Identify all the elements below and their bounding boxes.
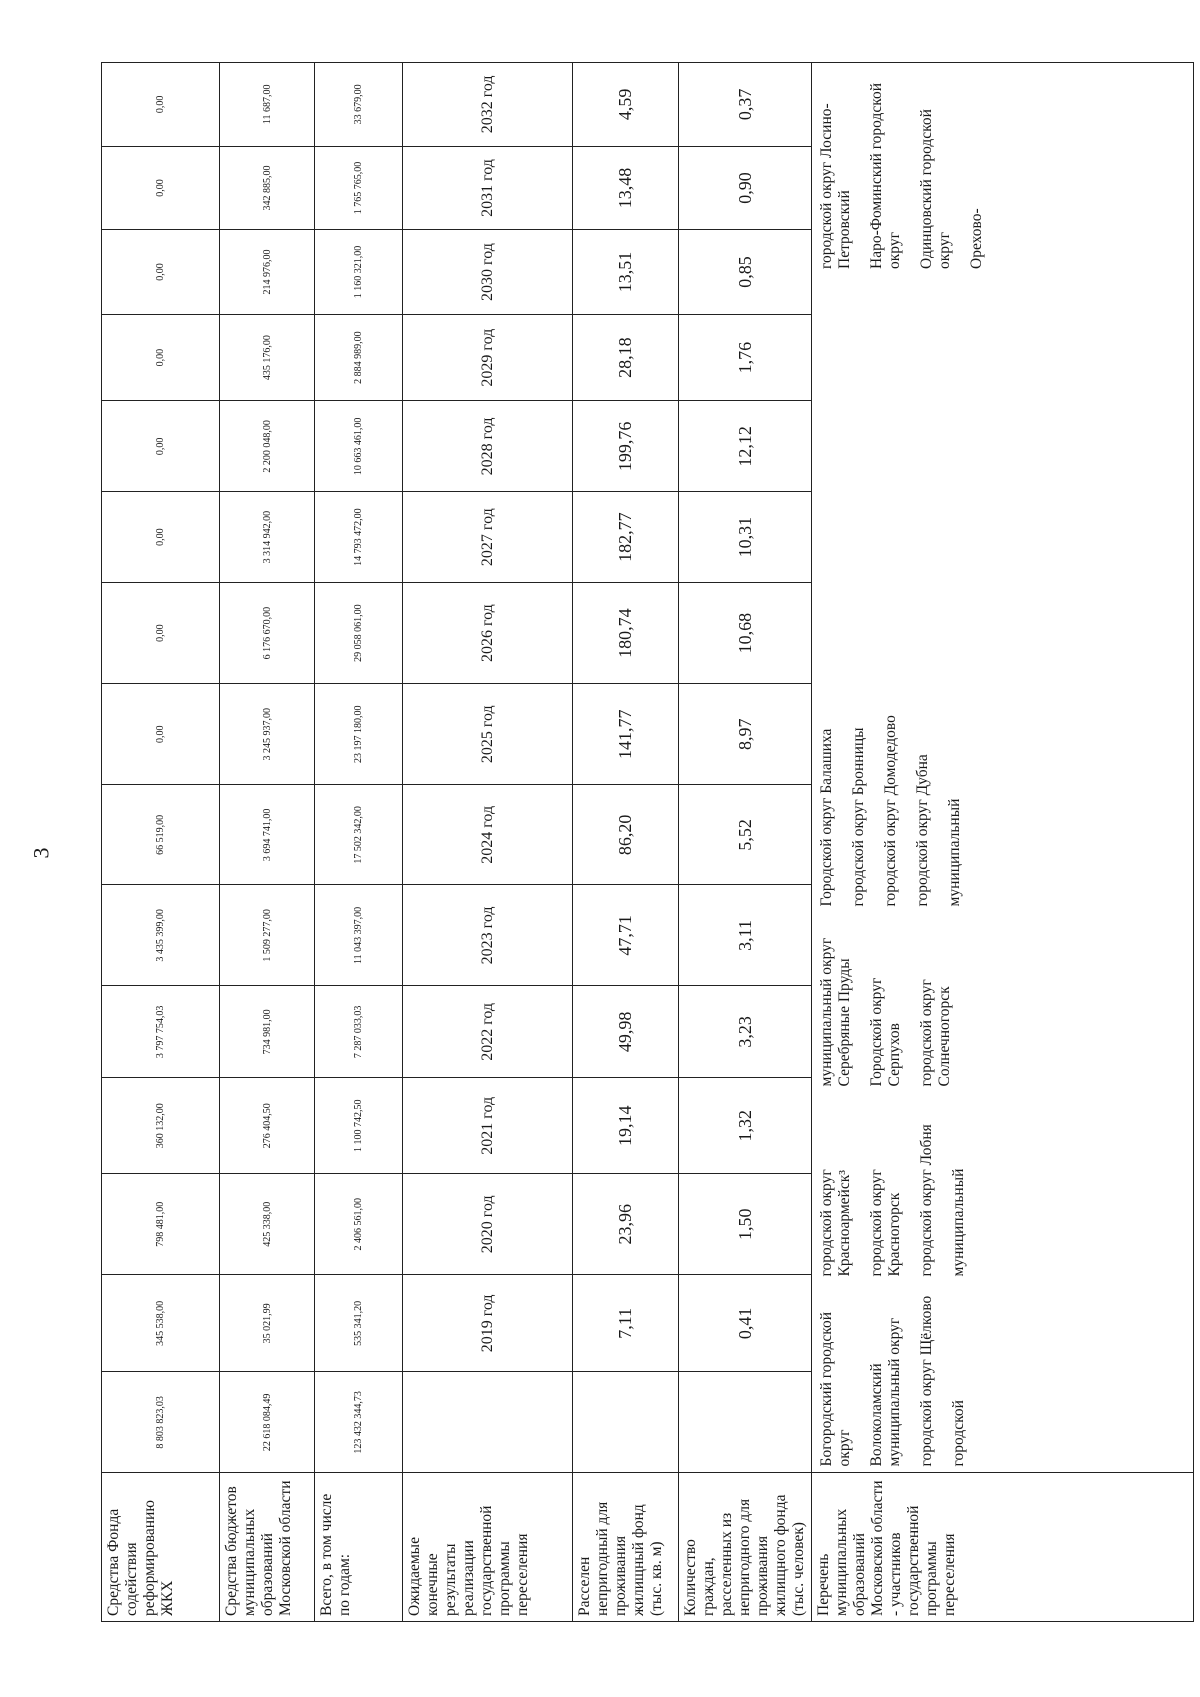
people-cell: 3,11 xyxy=(679,885,812,986)
year-cell: 3 245 937,00 xyxy=(220,684,315,785)
row-people xyxy=(679,63,812,1622)
people-cell: 5,52 xyxy=(679,785,812,885)
municipality: муниципальный округ Серебряные Пруды xyxy=(818,937,853,1087)
year-cell: 435 176,00 xyxy=(220,314,315,401)
municipality: Орехово- xyxy=(968,208,985,269)
year-cell: 798 481,00 xyxy=(102,1174,220,1275)
area-cell: 86,20 xyxy=(573,785,679,885)
year-header: 2024 год xyxy=(403,785,573,885)
area-cell: 28,18 xyxy=(573,314,679,401)
empty-cell xyxy=(403,1372,573,1473)
total-cell: 8 803 823,03 xyxy=(102,1372,220,1473)
year-cell: 734 981,00 xyxy=(220,986,315,1078)
year-cell: 11 043 397,00 xyxy=(315,885,403,986)
people-cell: 12,12 xyxy=(679,401,812,492)
row-label-total: Всего, в том числе по годам: xyxy=(315,1473,403,1622)
year-header: 2023 год xyxy=(403,885,573,986)
year-header: 2030 год xyxy=(403,230,573,315)
people-cell: 8,97 xyxy=(679,684,812,785)
area-cell: 182,77 xyxy=(573,492,679,583)
people-cell: 1,50 xyxy=(679,1174,812,1275)
year-cell: 535 341,20 xyxy=(315,1275,403,1372)
year-cell: 1 509 277,00 xyxy=(220,885,315,986)
people-cell: 1,76 xyxy=(679,314,812,401)
municipality: муниципальный xyxy=(950,1168,967,1277)
year-header: 2029 год xyxy=(403,314,573,401)
row-area xyxy=(573,63,679,1622)
year-header: 2026 год xyxy=(403,583,573,684)
municipality-column xyxy=(818,596,1187,906)
year-cell: 11 687,00 xyxy=(220,63,315,147)
year-cell: 29 058 061,00 xyxy=(315,583,403,684)
year-cell: 35 021,99 xyxy=(220,1275,315,1372)
year-cell: 0,00 xyxy=(102,492,220,583)
municipality: городской округ Щёлково xyxy=(918,1295,935,1467)
municipality-column xyxy=(818,1086,1187,1276)
area-cell: 13,48 xyxy=(573,146,679,230)
area-cell: 199,76 xyxy=(573,401,679,492)
year-cell: 6 176 670,00 xyxy=(220,583,315,684)
area-cell: 19,14 xyxy=(573,1078,679,1174)
year-cell: 345 538,00 xyxy=(102,1275,220,1372)
year-cell: 23 197 180,00 xyxy=(315,684,403,785)
year-cell: 10 663 461,00 xyxy=(315,401,403,492)
municipality: Городской округ Серпухов xyxy=(868,977,903,1087)
area-cell: 23,96 xyxy=(573,1174,679,1275)
year-cell: 66 519,00 xyxy=(102,785,220,885)
municipalities-list xyxy=(812,63,1194,1473)
area-cell: 141,77 xyxy=(573,684,679,785)
municipality: городской округ Лосино-Петровский xyxy=(818,103,853,269)
year-cell: 0,00 xyxy=(102,684,220,785)
year-cell: 3 797 754,03 xyxy=(102,986,220,1078)
year-cell: 1 765 765,00 xyxy=(315,146,403,230)
area-cell: 7,11 xyxy=(573,1275,679,1372)
year-cell: 3 435 399,00 xyxy=(102,885,220,986)
municipality-column xyxy=(818,1276,1187,1466)
municipality-column xyxy=(818,906,1187,1086)
year-header: 2025 год xyxy=(403,684,573,785)
year-cell: 3 694 741,00 xyxy=(220,785,315,885)
year-cell: 425 338,00 xyxy=(220,1174,315,1275)
area-cell: 47,71 xyxy=(573,885,679,986)
total-cell: 123 432 344,73 xyxy=(315,1372,403,1473)
municipality: городской округ Дубна xyxy=(914,754,931,907)
empty-cell xyxy=(679,1372,812,1473)
people-cell: 0,41 xyxy=(679,1275,812,1372)
year-header: 2021 год xyxy=(403,1078,573,1174)
year-cell: 0,00 xyxy=(102,146,220,230)
year-cell: 214 976,00 xyxy=(220,230,315,315)
people-cell: 0,85 xyxy=(679,230,812,315)
year-cell: 0,00 xyxy=(102,230,220,315)
year-header: 2020 год xyxy=(403,1174,573,1275)
area-cell: 4,59 xyxy=(573,63,679,147)
program-table xyxy=(101,62,1194,1622)
municipality: Волоколамский муниципальный округ xyxy=(868,1317,903,1467)
year-cell: 14 793 472,00 xyxy=(315,492,403,583)
total-cell: 22 618 084,49 xyxy=(220,1372,315,1473)
empty-cell xyxy=(573,1372,679,1473)
year-cell: 3 314 942,00 xyxy=(220,492,315,583)
year-cell: 342 885,00 xyxy=(220,146,315,230)
municipality: городской xyxy=(950,1400,967,1467)
program-table-rotated xyxy=(101,62,1186,1622)
municipality: городской округ Бронницы xyxy=(850,727,867,907)
row-label-municipal: Средства бюджетов муниципальных образований Московской области xyxy=(220,1473,315,1622)
row-total xyxy=(315,63,403,1622)
year-cell: 0,00 xyxy=(102,583,220,684)
year-header: 2032 год xyxy=(403,63,573,147)
row-label-area: Расселен непригодный для проживания жилищный фонд (тыс. кв. м) xyxy=(573,1473,679,1622)
year-cell: 0,00 xyxy=(102,401,220,492)
municipality: Городской округ Балашиха xyxy=(818,728,835,907)
people-cell: 1,32 xyxy=(679,1078,812,1174)
municipality: Одинцовский городской округ xyxy=(918,109,953,269)
year-cell: 2 200 048,00 xyxy=(220,401,315,492)
year-cell: 0,00 xyxy=(102,63,220,147)
row-label-people: Количество граждан, расселенных из непригодного для проживания жилищного фонда (тыс. человек) xyxy=(679,1473,812,1622)
year-cell: 7 287 033,03 xyxy=(315,986,403,1078)
municipality: городской округ Солнечногорск xyxy=(918,979,953,1087)
people-cell: 10,31 xyxy=(679,492,812,583)
row-fund xyxy=(102,63,220,1622)
municipality: городской округ Красногорск xyxy=(868,1169,903,1277)
municipality: Богородский городской округ xyxy=(818,1311,853,1467)
people-cell: 0,37 xyxy=(679,63,812,147)
municipality: городской округ Лобня xyxy=(918,1124,935,1277)
year-cell: 2 884 989,00 xyxy=(315,314,403,401)
municipality: городской округ Красноармейск³ xyxy=(818,1169,853,1277)
year-header: 2031 год xyxy=(403,146,573,230)
municipality: муниципальный xyxy=(946,798,963,907)
row-municipalities xyxy=(812,63,1194,1622)
year-cell: 17 502 342,00 xyxy=(315,785,403,885)
row-label-munis: Перечень муниципальных образований Московской области - участников государственной программы переселения xyxy=(812,1473,1194,1622)
municipality-column xyxy=(818,69,1187,269)
row-results-years xyxy=(403,63,573,1622)
people-cell: 10,68 xyxy=(679,583,812,684)
municipality: городской округ Домодедово xyxy=(882,715,899,907)
page-number: 3 xyxy=(28,847,54,859)
row-label-fund: Средства Фонда содействия реформированию ЖКХ xyxy=(102,1473,220,1622)
row-label-results: Ожидаемые конечные результаты реализации государственной программы переселения xyxy=(403,1473,573,1622)
year-cell: 2 406 561,00 xyxy=(315,1174,403,1275)
area-cell: 49,98 xyxy=(573,986,679,1078)
year-cell: 0,00 xyxy=(102,314,220,401)
year-header: 2022 год xyxy=(403,986,573,1078)
row-municipal xyxy=(220,63,315,1622)
municipality: Наро-Фоминский городской округ xyxy=(868,82,903,269)
year-cell: 1 100 742,50 xyxy=(315,1078,403,1174)
year-cell: 1 160 321,00 xyxy=(315,230,403,315)
year-header: 2019 год xyxy=(403,1275,573,1372)
year-header: 2028 год xyxy=(403,401,573,492)
people-cell: 0,90 xyxy=(679,146,812,230)
year-cell: 276 404,50 xyxy=(220,1078,315,1174)
year-header: 2027 год xyxy=(403,492,573,583)
area-cell: 180,74 xyxy=(573,583,679,684)
area-cell: 13,51 xyxy=(573,230,679,315)
year-cell: 33 679,00 xyxy=(315,63,403,147)
people-cell: 3,23 xyxy=(679,986,812,1078)
year-cell: 360 132,00 xyxy=(102,1078,220,1174)
